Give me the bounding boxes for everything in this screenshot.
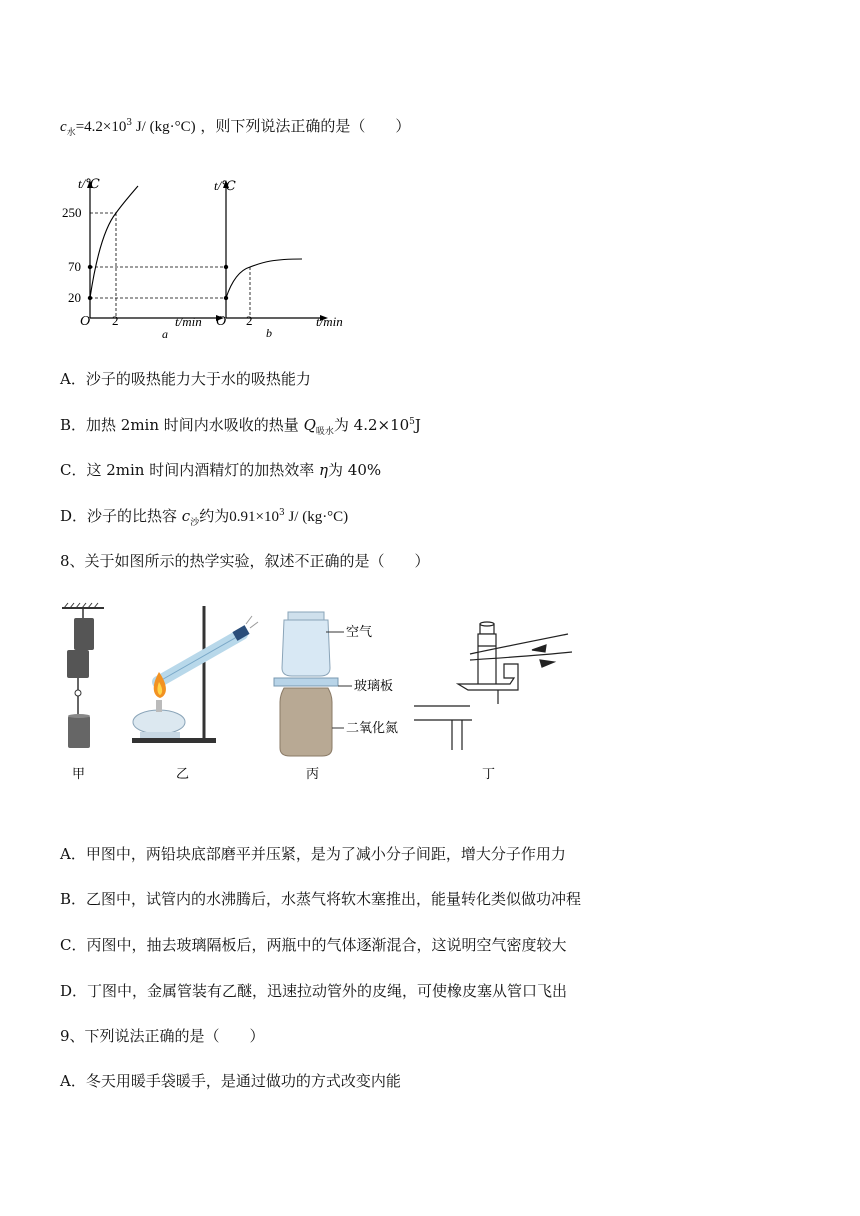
lead-blocks-illustration <box>62 603 104 748</box>
option-8b: B．乙图中，试管内的水沸腾后，水蒸气将软木塞推出，能量转化类似做功冲程 <box>60 890 582 908</box>
option-7d-unit: J/ (kg·°C) <box>284 509 349 525</box>
question-8-stem: 8、关于如图所示的热学实验，叙述不正确的是（ ） <box>60 552 430 570</box>
c-sand-subscript: 沙 <box>190 518 200 528</box>
option-7c <box>60 460 381 480</box>
caption-a: a <box>162 327 168 340</box>
option-9a: A．冬天用暖手袋暖手，是通过做功的方式改变内能 <box>60 1072 401 1090</box>
option-7c-tail: 为 40% <box>328 461 382 479</box>
formula-exponent: 3 <box>126 118 133 128</box>
c-sand-symbol: c <box>181 507 191 525</box>
x-axis-label-b: t/min <box>316 314 343 329</box>
option-7d-mid: 约为 <box>199 507 230 525</box>
y-tick-250: 250 <box>62 205 82 220</box>
gas-diffusion-illustration <box>274 612 352 756</box>
y-axis-label-a: t/℃ <box>78 176 100 191</box>
formula: =4.2×10 <box>75 119 127 135</box>
y-tick-70: 70 <box>68 259 81 274</box>
option-8c: C．丙图中，抽去玻璃隔板后，两瓶中的气体逐渐混合，这说明空气密度较大 <box>60 936 567 954</box>
label-jia: 甲 <box>72 766 86 781</box>
option-7b-text: B．加热 2min 时间内水吸收的热量 <box>60 416 304 434</box>
q-symbol: Q <box>303 416 316 434</box>
origin-b: O <box>216 314 227 329</box>
formula-unit: J/ (kg·°C) <box>132 119 196 135</box>
boiling-test-tube-illustration <box>132 606 258 743</box>
y-tick-20: 20 <box>68 290 81 305</box>
x-axis-label-a: t/min <box>175 314 202 329</box>
label-air: 空气 <box>346 624 373 639</box>
option-8d: D．丁图中，金属管装有乙醚，迅速拉动管外的皮绳，可使橡皮塞从管口飞出 <box>60 982 568 1000</box>
option-7d-text: D．沙子的比热容 <box>60 507 182 525</box>
option-7d-exponent: 3 <box>278 508 285 518</box>
x-tick-a: 2 <box>112 313 119 328</box>
option-7c-text: C．这 2min 时间内酒精灯的加热效率 <box>60 461 320 479</box>
option-7d <box>60 506 348 527</box>
option-7b-mid: 为 4.2×10 <box>333 416 410 434</box>
temperature-time-graphs <box>58 168 358 340</box>
q-subscript: 吸水 <box>315 427 334 437</box>
eta-symbol: η <box>319 461 329 479</box>
origin-a: O <box>80 314 91 329</box>
label-yi: 乙 <box>176 766 190 781</box>
option-7b-exponent: 5 <box>409 417 415 427</box>
caption-b: b <box>266 326 272 340</box>
label-ding: 丁 <box>482 766 496 781</box>
option-7a: A．沙子的吸热能力大于水的吸热能力 <box>60 370 311 388</box>
option-7d-value: 0.91×10 <box>229 509 279 525</box>
c-symbol: c <box>60 119 67 135</box>
x-tick-b: 2 <box>246 313 253 328</box>
label-nitrogen-dioxide: 二氧化氮 <box>346 720 399 735</box>
c-subscript: 水 <box>66 128 76 138</box>
option-7b <box>60 415 421 435</box>
thermal-experiments-figure <box>58 598 588 788</box>
label-bing: 丙 <box>306 766 320 781</box>
y-axis-label-b: t/℃ <box>214 178 236 193</box>
question-tail: ，则下列说法正确的是（ ） <box>195 117 411 135</box>
question-9-stem: 9、下列说法正确的是（ ） <box>60 1027 265 1045</box>
ether-tube-illustration <box>414 622 572 750</box>
label-glass-plate: 玻璃板 <box>354 678 394 693</box>
option-7b-unit: J <box>414 416 421 434</box>
option-8a: A．甲图中，两铅块底部磨平并压紧，是为了减小分子间距，增大分子作用力 <box>60 845 566 863</box>
question-7-tail <box>60 116 410 137</box>
